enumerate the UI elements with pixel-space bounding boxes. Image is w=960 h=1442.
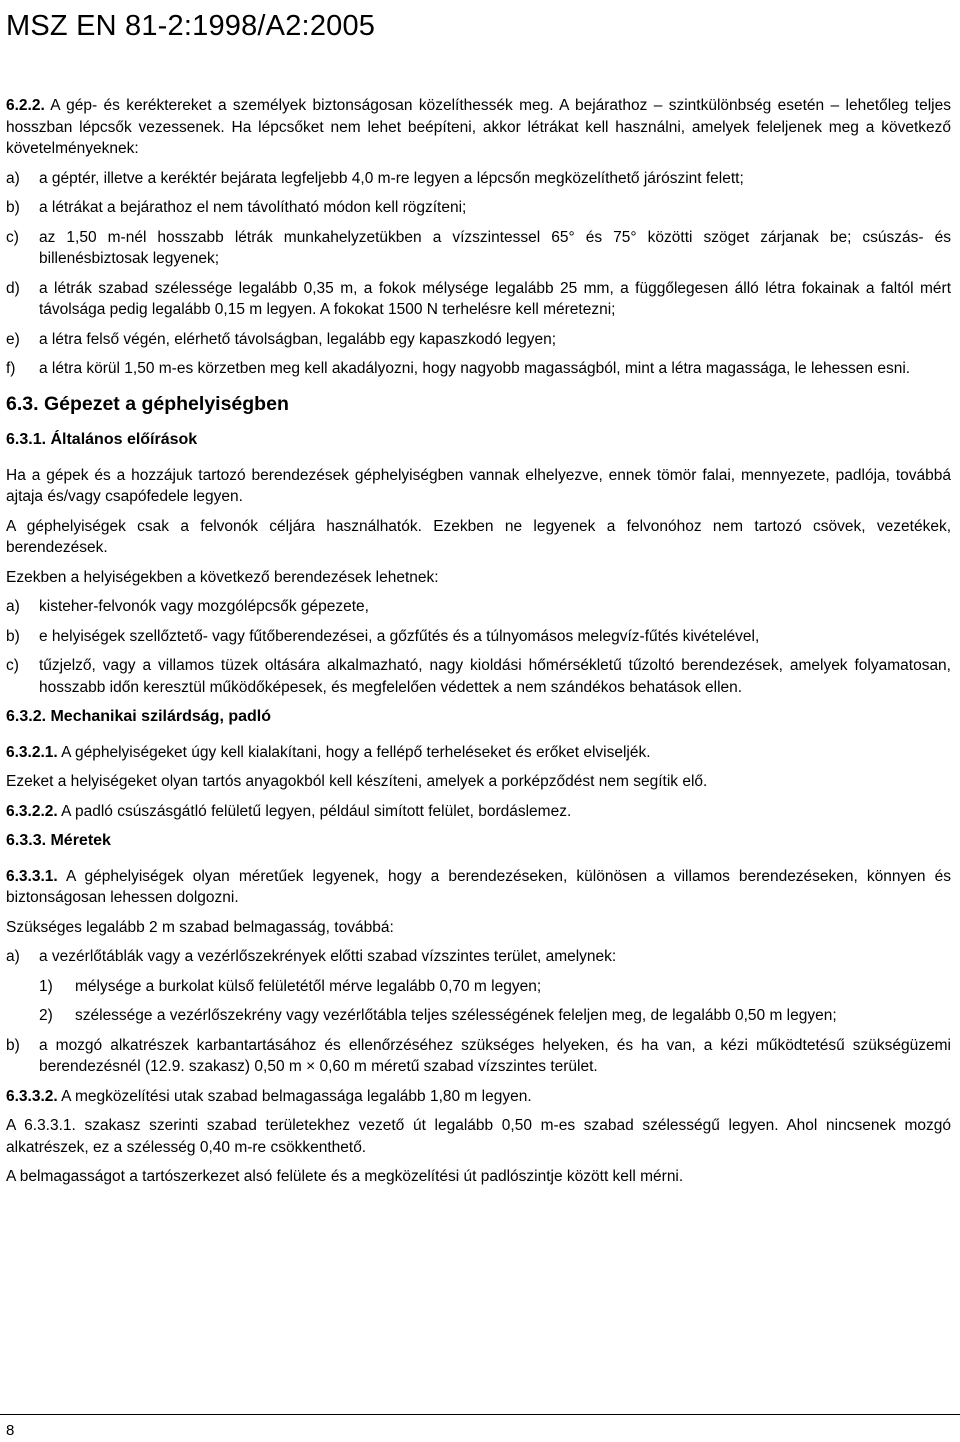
- paragraph-text: A padló csúszásgátló felületű legyen, például simított felület, bordáslemez.: [61, 802, 572, 820]
- item-label: c): [6, 657, 19, 674]
- paragraph: A géphelyiségek csak a felvonók céljára használhatók. Ezekben ne legyenek a felvonóhoz nem tartozó csövek, vezetékek, berendezések.: [6, 517, 951, 556]
- list-item: [6, 278, 951, 321]
- item-text: a létra felső végén, elérhető távolságban, legalább egy kapaszkodó legyen;: [39, 330, 557, 348]
- item-text: a mozgó alkatrészek karbantartásához és ellenőrzéséhez szükséges helyeken, és ha van, a kézi működtetésű szükségüzemi berendezésnél (12.9. szakasz) 0,50 m × 0,60 m méretű szabad vízszintes terület.: [39, 1036, 951, 1075]
- paragraph: Szükséges legalább 2 m szabad belmagasság, továbbá:: [6, 918, 394, 936]
- item-text: a létrákat a bejárathoz el nem távolítható módon kell rögzíteni;: [39, 199, 467, 216]
- section-number: 6.2.2.: [6, 97, 45, 114]
- document-body: [6, 95, 951, 1196]
- item-label: d): [6, 279, 20, 297]
- paragraph: A belmagasságot a tartószerkezet alsó felülete és a megközelítési út padlószintje között kell mérni.: [6, 1168, 684, 1185]
- item-label: 2): [39, 1007, 53, 1024]
- paragraph: [6, 866, 951, 909]
- paragraph: Ezeket a helyiségeket olyan tartós anyagokból kell készíteni, amelyek a porképződést nem segítik elő.: [6, 773, 708, 790]
- list-item: [6, 1035, 951, 1078]
- page-number: 8: [6, 1422, 15, 1439]
- item-text: a vezérlőtáblák vagy a vezérlőszekrények előtti szabad vízszintes terület, amelynek:: [39, 948, 617, 965]
- item-text: e helyiségek szellőztető- vagy fűtőberendezései, a gőzfűtés és a túlnyomásos melegvíz-fűtés kivételével,: [39, 627, 760, 645]
- sub-list-item: [39, 976, 951, 998]
- list-item: [6, 655, 951, 698]
- section-heading-6-3-2: 6.3.2. Mechanikai szilárdság, padló: [6, 708, 271, 725]
- paragraph-text: A gép- és keréktereket a személyek biztonságosan közelíthessék meg. A bejárathoz – szintkülönbség esetén – lehetőleg teljes hosszban lépcsők vezessenek. Ha lépcsőket nem lehet beépíteni, akkor létrákat kell használni, amelyek feleljenek meg a következő követelményeknek:: [6, 97, 951, 157]
- item-label: a): [6, 169, 20, 187]
- item-label: e): [6, 330, 20, 348]
- list-item: [6, 596, 951, 618]
- item-text: mélysége a burkolat külső felületétől mérve legalább 0,70 m legyen;: [75, 977, 542, 995]
- paragraph: Ezekben a helyiségekben a következő berendezések lehetnek:: [6, 568, 439, 586]
- list-item: [6, 197, 951, 219]
- paragraph: [6, 801, 951, 823]
- document-header: MSZ EN 81-2:1998/A2:2005: [6, 10, 376, 42]
- item-label: a): [6, 948, 20, 965]
- list-item: [6, 329, 951, 351]
- footer-divider: [0, 1414, 960, 1415]
- item-label: 1): [39, 977, 53, 995]
- item-text: a létrák szabad szélessége legalább 0,35 m, a fokok mélysége legalább 25 mm, a függőlegesen álló létra fokainak a faltól mért távolsága pedig legalább 0,15 m legyen. A fokokat 1500 N terhelésre kell méretezni;: [39, 279, 951, 318]
- section-heading-6-3-3: 6.3.3. Méretek: [6, 832, 111, 849]
- paragraph: Ha a gépek és a hozzájuk tartozó berendezések géphelyiségben vannak elhelyezve, ennek tömör falai, mennyezete, padlója, továbbá ajtaja és/vagy csapófedele legyen.: [6, 466, 951, 505]
- paragraph-text: A megközelítési utak szabad belmagassága legalább 1,80 m legyen.: [61, 1087, 532, 1105]
- section-heading-6-3: 6.3. Gépezet a géphelyiségben: [6, 392, 289, 415]
- item-text: kisteher-felvonók vagy mozgólépcsők gépezete,: [39, 598, 369, 615]
- item-text: szélessége a vezérlőszekrény vagy vezérlőtábla teljes szélességének feleljen meg, de legalább 0,50 m legyen;: [75, 1007, 837, 1024]
- section-number: 6.3.3.1.: [6, 867, 58, 885]
- item-label: b): [6, 199, 20, 216]
- item-text: tűzjelző, vagy a villamos tüzek oltására alkalmazható, nagy kioldási hőmérsékletű tűzoltó berendezések, amelyek folyamatosan, hosszabb időn keresztül működőképesek, és megfelelően védettek a nem szándékos behatások ellen.: [39, 657, 951, 696]
- item-text: az 1,50 m-nél hosszabb létrák munkahelyzetükben a vízszintessel 65° és 75° közötti szöget zárjanak be; csúszás- és billenésbiztosak legyenek;: [39, 228, 951, 267]
- section-number: 6.3.3.2.: [6, 1087, 58, 1105]
- item-label: a): [6, 598, 20, 615]
- paragraph-text: A géphelyiségek olyan méretűek legyenek, hogy a berendezéseken, különösen a villamos berendezéseken, könnyen és biztonságosan lehessen dolgozni.: [6, 867, 951, 906]
- list-item: [6, 168, 951, 190]
- paragraph: A 6.3.3.1. szakasz szerinti szabad területekhez vezető út legalább 0,50 m-es szabad szélességű legyen. Ahol nincsenek mozgó alkatrészek, ez a szélesség 0,40 m-re csökkenthető.: [6, 1117, 951, 1156]
- item-label: b): [6, 1036, 20, 1054]
- item-label: c): [6, 228, 19, 246]
- list-item: [6, 626, 951, 648]
- item-label: b): [6, 627, 20, 645]
- paragraph-text: A géphelyiségeket úgy kell kialakítani, hogy a fellépő terheléseket és erőket elviseljék.: [61, 743, 651, 761]
- section-heading-6-3-1: 6.3.1. Általános előírások: [6, 431, 198, 448]
- item-text: a géptér, illetve a keréktér bejárata legfeljebb 4,0 m-re legyen a lépcsőn megközelíthető járószint felett;: [39, 169, 744, 187]
- list-item: [6, 358, 951, 380]
- section-number: 6.3.2.1.: [6, 743, 58, 761]
- item-text: a létra körül 1,50 m-es körzetben meg kell akadályozni, hogy nagyobb magasságból, mint a létra magassága, le lehessen esni.: [39, 360, 911, 377]
- list-item: [6, 946, 951, 968]
- sub-list-item: [39, 1005, 951, 1027]
- list-item: [6, 227, 951, 270]
- section-number: 6.3.2.2.: [6, 802, 58, 820]
- paragraph: [6, 742, 951, 764]
- paragraph: [6, 1086, 951, 1108]
- section-6-2-2: [6, 95, 951, 160]
- item-label: f): [6, 360, 16, 377]
